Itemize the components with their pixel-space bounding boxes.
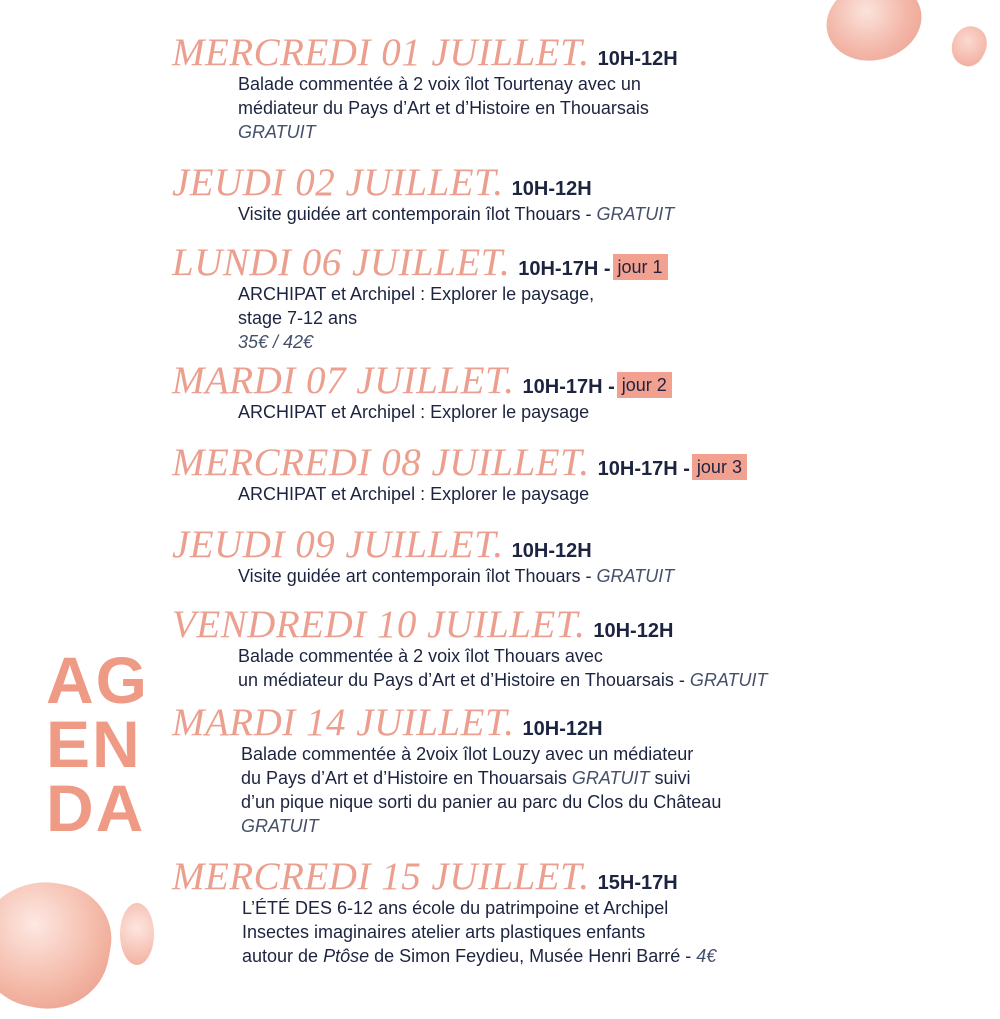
event-entry	[172, 160, 1000, 226]
artwork-title: Ptôse	[323, 946, 370, 966]
event-price: GRATUIT	[241, 816, 319, 836]
event-date: LUNDI 06 JUILLET.	[172, 241, 511, 284]
event-time: 10H-17H -	[597, 458, 690, 480]
day-badge: jour 2	[617, 372, 672, 398]
event-description	[238, 644, 1000, 692]
description-line: autour de	[242, 946, 324, 966]
event-description	[238, 564, 1000, 588]
event-price: GRATUIT	[571, 768, 650, 788]
event-price: 4€	[696, 946, 717, 966]
event-date: MERCREDI 01 JUILLET.	[172, 31, 590, 74]
event-date: MERCREDI 08 JUILLET.	[172, 441, 590, 484]
description-line: Balade commentée à 2voix îlot Louzy avec un médiateur	[241, 744, 694, 764]
agenda-title-line: EN	[46, 707, 142, 781]
description-line: L’ÉTÉ DES 6-12 ans école du patrimpoine et Archipel	[242, 898, 669, 918]
description-line: d’un pique nique sorti du panier au parc du Clos du Château	[241, 792, 722, 812]
description-line: ARCHIPAT et Archipel : Explorer le paysage	[238, 402, 590, 422]
description-line: Balade commentée à 2 voix îlot Thouars avec	[238, 646, 603, 666]
event-time: 10H-12H	[597, 48, 678, 70]
description-line: médiateur du Pays d’Art et d’Histoire en Thouarsais	[238, 98, 649, 118]
event-description	[238, 282, 1000, 354]
event-description	[238, 72, 1000, 144]
event-time: 15H-17H	[597, 872, 678, 894]
event-price: GRATUIT	[238, 122, 316, 142]
description-line: de Simon Feydieu, Musée Henri Barré -	[369, 946, 697, 966]
event-date: MARDI 14 JUILLET.	[172, 701, 515, 744]
description-line: stage 7-12 ans	[238, 308, 358, 328]
day-badge: jour 3	[692, 454, 747, 480]
description-line: suivi	[649, 768, 691, 788]
event-date: JEUDI 09 JUILLET.	[172, 523, 504, 566]
agenda-title-line: AG	[46, 643, 149, 717]
day-badge: jour 1	[613, 254, 668, 280]
description-line: ARCHIPAT et Archipel : Explorer le paysage	[238, 484, 590, 504]
description-line: Balade commentée à 2 voix îlot Tourtenay avec un	[238, 74, 641, 94]
description-line: ARCHIPAT et Archipel : Explorer le paysage,	[238, 284, 595, 304]
event-date: JEUDI 02 JUILLET.	[172, 161, 504, 204]
event-time: 10H-12H	[522, 718, 603, 740]
agenda-title-line: DA	[46, 771, 146, 845]
event-entry	[172, 854, 1000, 968]
description-line: Visite guidée art contemporain îlot Thouars -	[238, 204, 597, 224]
decorative-blob-bottom	[0, 871, 120, 1018]
event-price: GRATUIT	[596, 204, 675, 224]
event-entry	[172, 30, 1000, 144]
decorative-blob-bottom-small	[120, 903, 154, 965]
event-entry	[172, 700, 1000, 838]
event-price: GRATUIT	[596, 566, 675, 586]
event-description	[241, 742, 1000, 838]
event-time: 10H-17H -	[522, 376, 615, 398]
event-entry	[172, 358, 1000, 424]
description-line: du Pays d’Art et d’Histoire en Thouarsais	[241, 768, 572, 788]
agenda-title	[46, 643, 149, 845]
description-line: Insectes imaginaires atelier arts plastiques enfants	[242, 922, 646, 942]
event-price: 35€ / 42€	[238, 332, 314, 352]
event-date: VENDREDI 10 JUILLET.	[172, 603, 586, 646]
event-entry	[172, 602, 1000, 692]
event-date: MARDI 07 JUILLET.	[172, 359, 515, 402]
event-entry	[172, 440, 1000, 506]
event-time: 10H-12H	[511, 178, 592, 200]
event-entry	[172, 240, 1000, 354]
event-time: 10H-17H -	[518, 258, 611, 280]
event-time: 10H-12H	[593, 620, 674, 642]
event-entry	[172, 522, 1000, 588]
description-line: un médiateur du Pays d’Art et d’Histoire en Thouarsais -	[238, 670, 690, 690]
description-line: Visite guidée art contemporain îlot Thouars -	[238, 566, 597, 586]
event-date: MERCREDI 15 JUILLET.	[172, 855, 590, 898]
event-description	[242, 896, 1000, 968]
event-description	[238, 202, 1000, 226]
event-time: 10H-12H	[511, 540, 592, 562]
event-price: GRATUIT	[689, 670, 768, 690]
